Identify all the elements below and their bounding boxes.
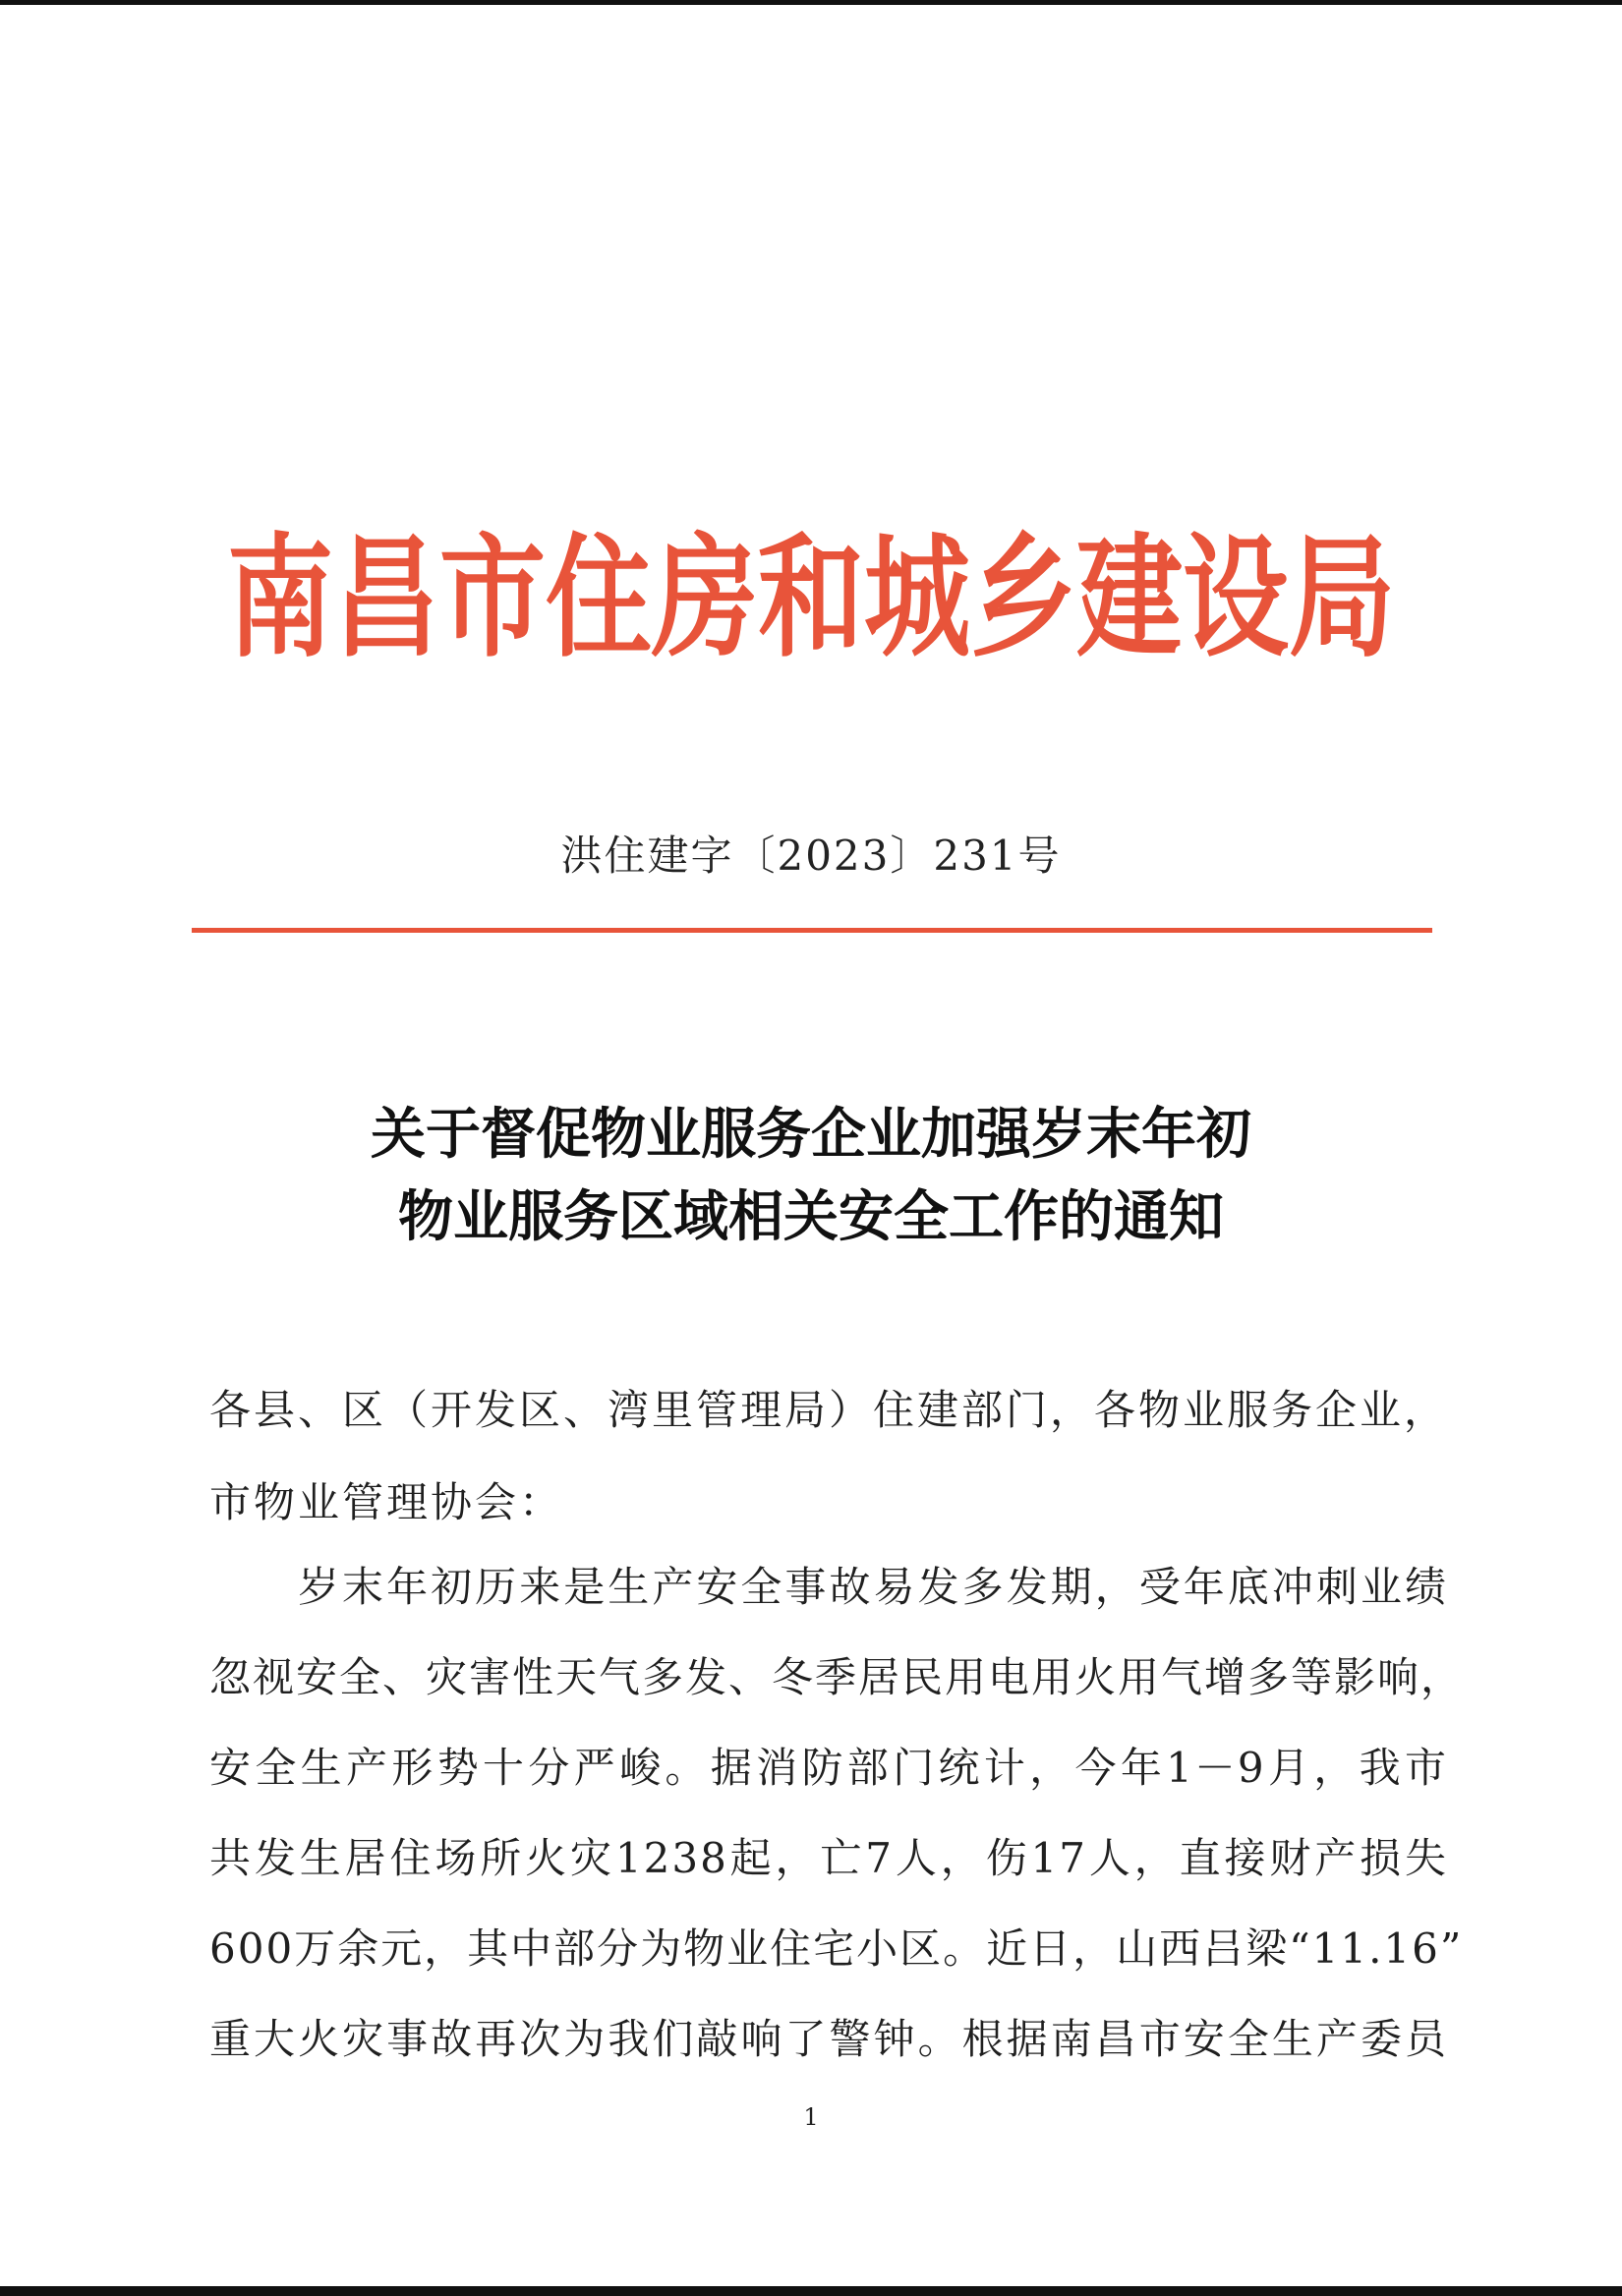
document-title — [0, 1093, 1622, 1258]
body-line: 安全生产形势十分严峻。据消防部门统计，今年1－9月，我市 — [209, 1744, 1448, 1792]
title-line-2: 物业服务区域相关安全工作的通知 — [398, 1184, 1224, 1249]
scan-edge-bottom — [0, 2286, 1622, 2296]
body-paragraph — [209, 1542, 1465, 2085]
body-line: 600万余元，其中部分为物业住宅小区。近日，山西吕梁“11.16” — [209, 1924, 1464, 1973]
addressee-block — [209, 1364, 1468, 1549]
page-number: 1 — [803, 2103, 819, 2131]
title-line-1: 关于督促物业服务企业加强岁末年初 — [371, 1102, 1251, 1167]
body-line: 重大火灾事故再次为我们敲响了警钟。根据南昌市安全生产委员 — [209, 2015, 1448, 2063]
body-line: 忽视安全、灾害性天气多发、冬季居民用电用火用气增多等影响， — [209, 1653, 1465, 1701]
red-divider-line — [192, 928, 1432, 933]
addressee-line-1: 各县、区（开发区、湾里管理局）住建部门，各物业服务企业， — [209, 1386, 1449, 1434]
agency-red-heading: 南昌市住房和城乡建设局 — [226, 521, 1395, 676]
scan-edge-top — [0, 0, 1622, 5]
body-line: 共发生居住场所火灾1238起，亡7人，伤17人，直接财产损失 — [209, 1834, 1448, 1882]
addressee-line-2: 市物业管理协会： — [209, 1478, 564, 1526]
body-line: 岁末年初历来是生产安全事故易发多发期，受年底冲刺业绩 — [298, 1563, 1448, 1611]
document-number: 洪住建字〔2023〕231号 — [560, 832, 1062, 880]
